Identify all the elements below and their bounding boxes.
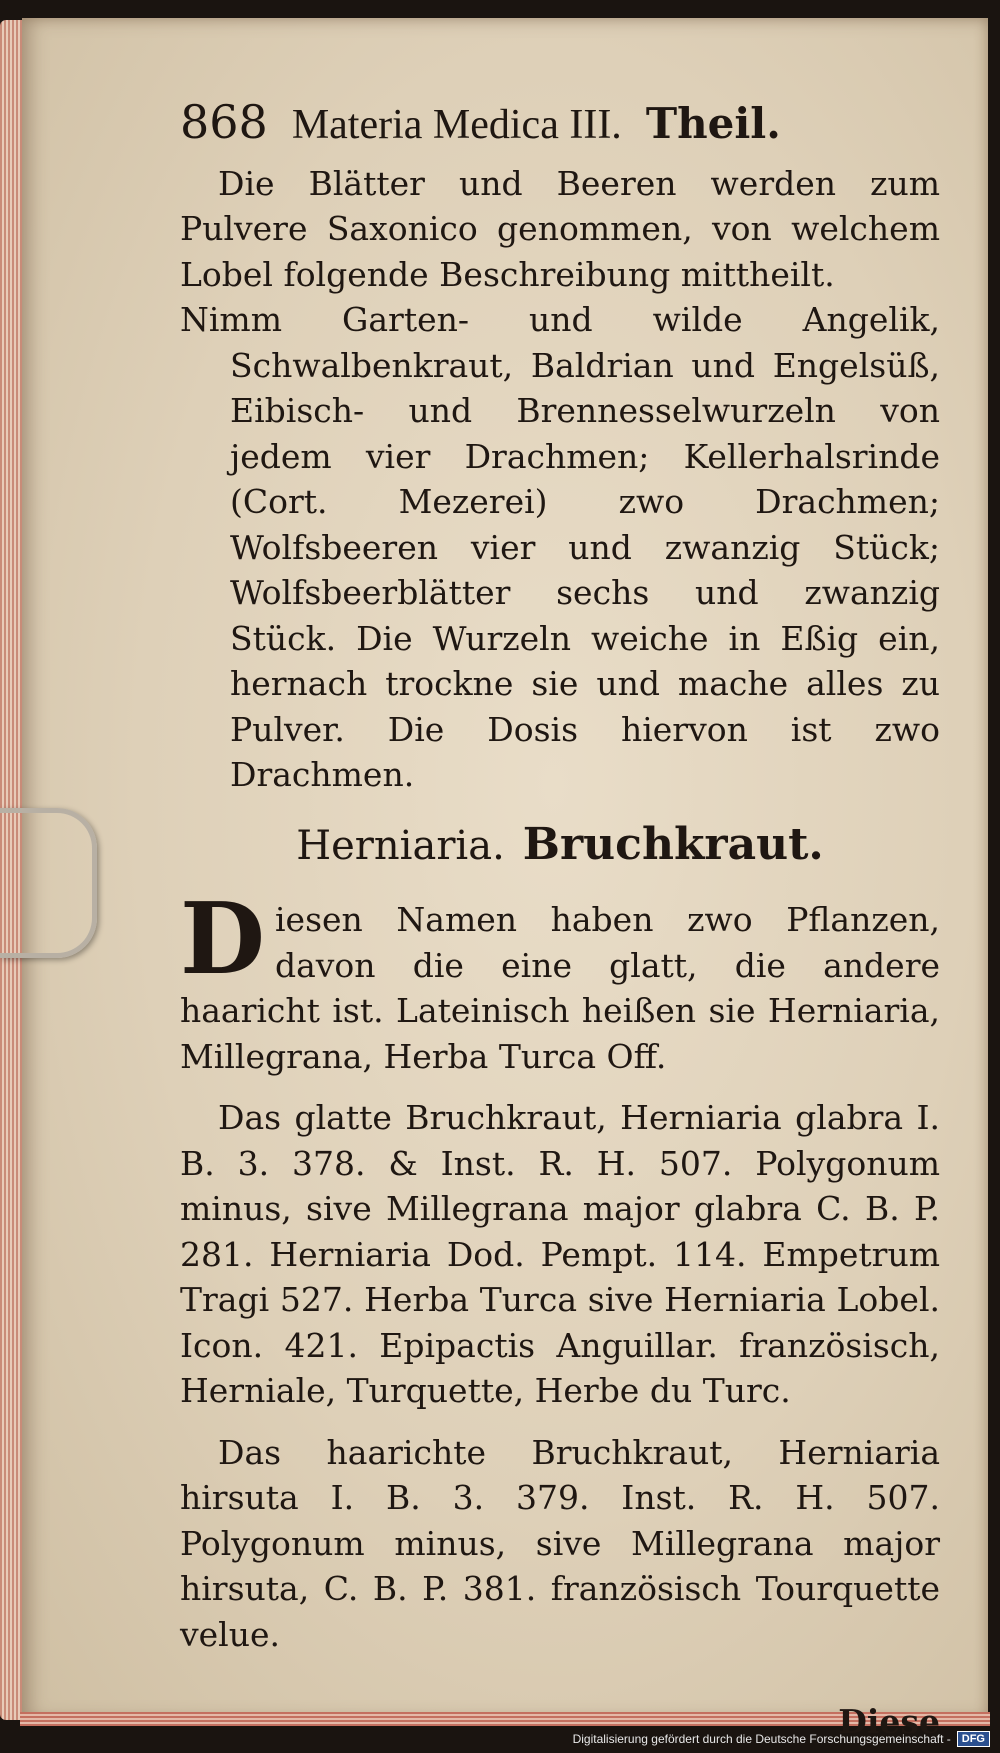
running-title: Materia Medica III.: [291, 102, 622, 148]
digitization-footer: [573, 1731, 990, 1747]
catchword: Diese: [838, 1702, 940, 1741]
drop-capital: D: [180, 882, 265, 997]
paragraph-intro: [180, 882, 940, 1079]
intro-text: iesen Namen haben zwo Pflanzen, davon die eine glatt, die andere haaricht ist. Lateinisch heißen sie Herniaria, Millegrana, Herba Turca Off.: [180, 900, 940, 1076]
footer-text: Digitalisierung gefördert durch die Deutsche Forschungsgemeinschaft -: [572, 1732, 951, 1746]
page-number: 868: [180, 95, 268, 149]
dfg-logo: DFG: [957, 1731, 990, 1747]
page-text: [180, 95, 940, 1745]
paragraph-recipe: Nimm Garten- und wilde Angelik, Schwalbenkraut, Baldrian und Engelsüß, Eibisch- und Brennesselwurzeln von jedem vier Drachmen; Kellerhalsrinde (Cort. Mezerei) zwo Drachmen; Wolfsbeeren vier und zwanzig Stück; Wolfsbeerblätter sechs und zwanzig Stück. Die Wurzeln weiche in Eßig ein, hernach trockne sie und mache alles zu Pulver. Die Dosis hiervon ist zwo Drachmen.: [180, 300, 940, 794]
page-header: [180, 95, 940, 149]
paragraph-herniaria-glabra: Das glatte Bruchkraut, Herniaria glabra I. B. 3. 378. & Inst. R. H. 507. Polygonum minus, sive Millegrana major glabra C. B. P. 281. Herniaria Dod. Pempt. 114. Empetrum Tragi 527. Herba Turca sive Herniaria Lobel. Icon. 421. Epipactis Anguillar. französisch, Herniale, Turquette, Herbe du Turc.: [180, 1098, 940, 1410]
section-heading-latin: Herniaria.: [296, 822, 505, 869]
running-title-theil: Theil.: [645, 99, 781, 148]
paragraph-pulvis-saxonicus: Die Blätter und Beeren werden zum Pulvere Saxonico genommen, von welchem Lobel folgende Beschreibung mittheilt.: [180, 163, 940, 294]
section-heading: [180, 818, 940, 870]
section-heading-german: Bruchkraut.: [522, 818, 824, 870]
paragraph-herniaria-hirsuta: Das haarichte Bruchkraut, Herniaria hirsuta I. B. 3. 379. Inst. R. H. 507. Polygonum minus, sive Millegrana major hirsuta, C. B. P. 381. französisch Tourquette velue.: [180, 1432, 940, 1654]
page-clip: [0, 808, 97, 958]
